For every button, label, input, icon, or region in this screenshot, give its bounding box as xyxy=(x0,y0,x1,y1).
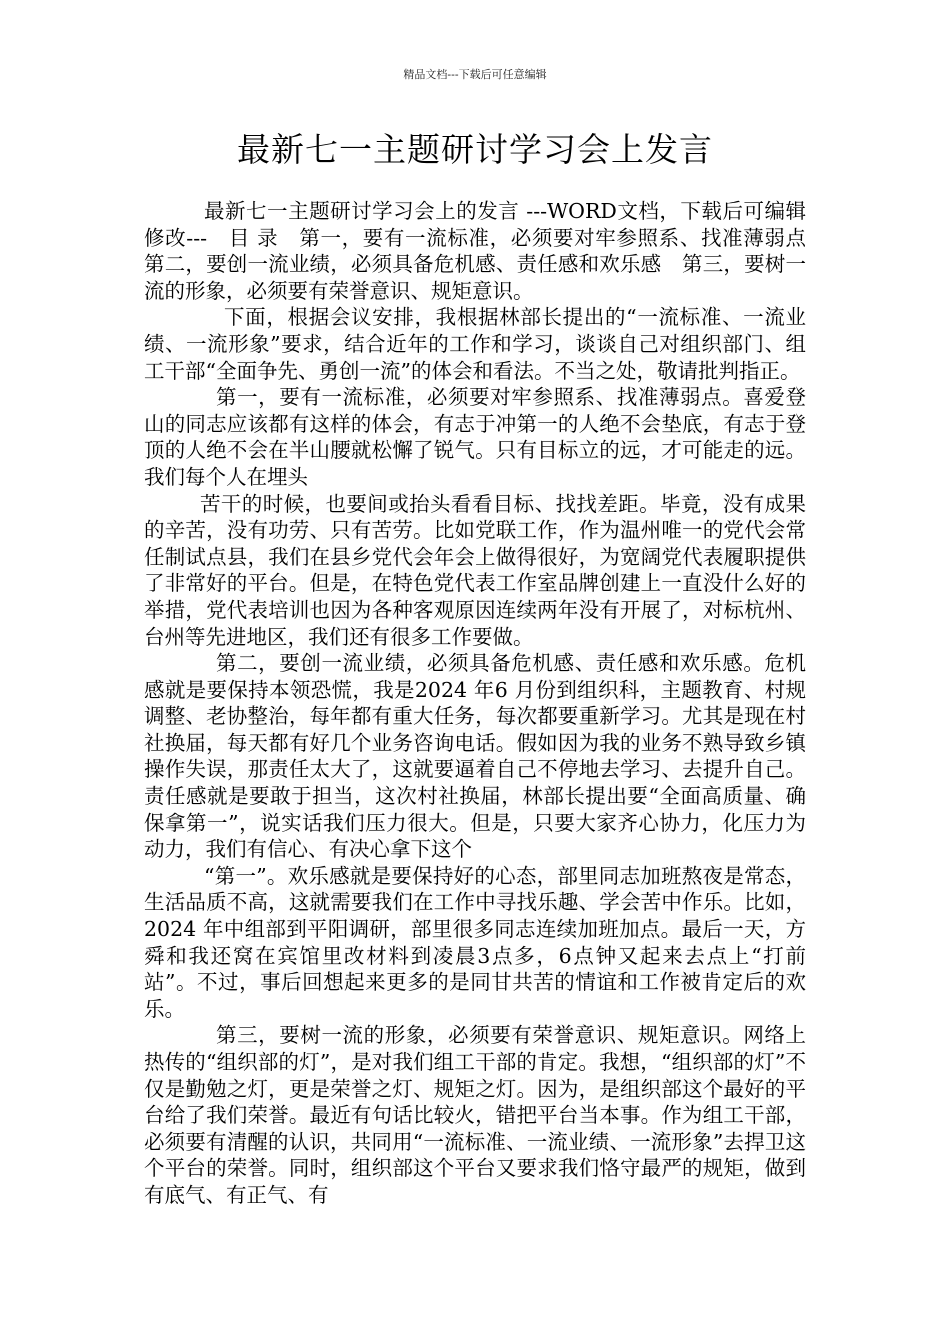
paragraph-section-one-cont: 苦干的时候，也要间或抬头看看目标、找找差距。毕竟，没有成果的辛苦，没有功劳、只有苦劳。比如党联工作，作为温州唯一的党代会常任制试点县，我们在县乡党代会年会上做得很好，为宽阔党代表履职提供了非常好的平台。但是，在特色党代表工作室品牌创建上一直没什么好的举措，党代表培训也因为各种客观原因连续两年没有开展了，对标杭州、台州等先进地区，我们还有很多工作要做。 xyxy=(144,491,806,649)
paragraph-opening: 下面，根据会议安排，我根据林部长提出的“一流标准、一流业绩、一流形象”要求，结合近年的工作和学习，谈谈自己对组织部门、组工干部“全面争先、勇创一流”的体会和看法。不当之处，敬请批判指正。 xyxy=(144,305,806,383)
document-title: 最新七一主题研讨学习会上发言 xyxy=(237,130,713,169)
paragraph-section-three: 第三，要树一流的形象，必须要有荣誉意识、规矩意识。网络上热传的“组织部的灯”，是对我们组工干部的肯定。我想，“组织部的灯”不仅是勤勉之灯，更是荣誉之灯、规矩之灯。因为，是组织部这个最好的平台给了我们荣誉。最近有句话比较火，错把平台当本事。作为组工干部，必须要有清醒的认识，共同用“一流标准、一流业绩、一流形象”去捍卫这个平台的荣誉。同时，组织部这个平台又要求我们恪守最严的规矩，做到有底气、有正气、有 xyxy=(144,1023,806,1207)
paragraph-section-two: 第二，要创一流业绩，必须具备危机感、责任感和欢乐感。危机感就是要保持本领恐慌，我是2024 年6 月份到组织科，主题教育、村规调整、老协整治，每年都有重大任务，每次都要重新学习。尤其是现在村社换届，每天都有好几个业务咨询电话。假如因为我的业务不熟导致乡镇操作失误，那责任太大了，这就要逼着自己不停地去学习、去提升自己。责任感就是要敢于担当，这次村社换届，林部长提出要“全面高质量、确保拿第一”，说实话我们压力很大。但是，只要大家齐心协力，化压力为动力，我们有信心、有决心拿下这个 xyxy=(144,651,806,862)
document-body xyxy=(144,198,827,1209)
paragraph-section-one: 第一，要有一流标准，必须要对牢参照系、找准薄弱点。喜爱登山的同志应该都有这样的体会，有志于冲第一的人绝不会垫底，有志于登顶的人绝不会在半山腰就松懈了锐气。只有目标立的远，才可能走的远。我们每个人在埋头 xyxy=(144,385,806,489)
paragraph-section-two-cont: “第一”。欢乐感就是要保持好的心态，部里同志加班熬夜是常态，生活品质不高，这就需要我们在工作中寻找乐趣、学会苦中作乐。比如，2024 年中组部到平阳调研，部里很多同志连续加班加点。最后一天，方舜和我还窝在宾馆里改材料到凌晨3点多，6点钟又起来去点上“打前站”。不过，事后回想起来更多的是同甘共苦的情谊和工作被肯定后的欢乐。 xyxy=(144,863,806,1021)
paragraph-intro: 最新七一主题研讨学习会上的发言 ---WORD文档，下载后可编辑修改--- 目 录 第一，要有一流标准，必须要对牢参照系、找准薄弱点 第二，要创一流业绩，必须具备危机感、责任感和欢乐感 第三，要树一流的形象，必须要有荣誉意识、规矩意识。 xyxy=(144,199,827,303)
page-header-note: 精品文档---下载后可任意编辑 xyxy=(403,68,547,81)
